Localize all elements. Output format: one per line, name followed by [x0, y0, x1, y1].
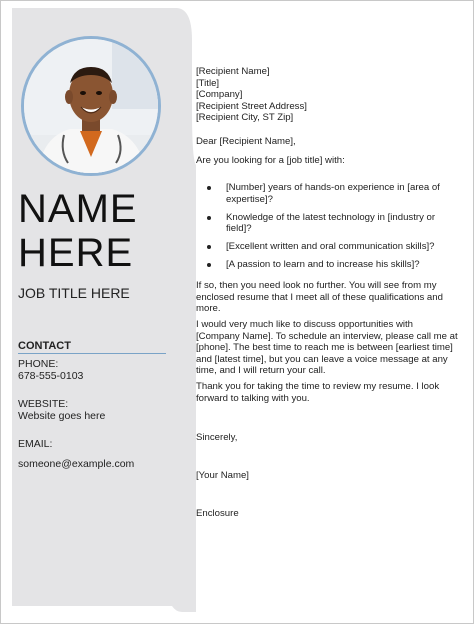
- profile-photo: [21, 36, 161, 176]
- phone-label: PHONE:: [18, 358, 59, 370]
- list-item: [196, 241, 458, 253]
- list-item: [196, 259, 458, 271]
- bullet-text: [A passion to learn and to increase his skills]?: [226, 259, 420, 270]
- bullet-text: [Excellent written and oral communication skills]?: [226, 241, 435, 252]
- recipient-line: [Title]: [196, 77, 220, 89]
- bullet-dot: [207, 216, 211, 220]
- name-line-1: NAME: [18, 187, 138, 231]
- website-value: Website goes here: [18, 410, 106, 422]
- bullet-text: Knowledge of the latest technology in [industry or field]?: [226, 211, 436, 234]
- recipient-line: [Recipient Street Address]: [196, 100, 307, 112]
- list-item: [196, 212, 458, 235]
- bullet-dot: [207, 263, 211, 267]
- paragraph-2: I would very much like to discuss opportunities with [Company Name]. To schedule an interview, please call me at [phone]. The best time to reach me is between [earliest time] and [latest time], but you can leave a voice message at any time, and I will return your call.: [196, 319, 458, 376]
- recipient-line: [Recipient Name]: [196, 66, 270, 77]
- contact-heading: CONTACT: [18, 340, 71, 352]
- paragraph-1: If so, then you need look no further. You will see from my enclosed resume that I meet all of these qualifications and more.: [196, 280, 443, 314]
- name-line-2: HERE: [18, 231, 134, 275]
- bullet-dot: [207, 245, 211, 249]
- salutation: Dear [Recipient Name],: [196, 136, 296, 147]
- list-item: [196, 182, 458, 205]
- bullet-list: [196, 182, 458, 277]
- bullet-dot: [207, 186, 211, 190]
- closing: Sincerely,: [196, 432, 238, 443]
- recipient-block: [196, 66, 458, 124]
- contact-divider: [18, 353, 166, 354]
- phone-value: 678-555-0103: [18, 370, 84, 382]
- email-value: someone@example.com: [18, 458, 135, 470]
- recipient-line: [Company]: [196, 89, 243, 100]
- signature: [Your Name]: [196, 470, 249, 481]
- job-title: JOB TITLE HERE: [18, 285, 130, 301]
- email-label: EMAIL:: [18, 438, 53, 450]
- paragraph-3: Thank you for taking the time to review my resume. I look forward to talking with you.: [196, 381, 440, 404]
- intro-line: Are you looking for a [job title] with:: [196, 155, 345, 166]
- recipient-line: [Recipient City, ST Zip]: [196, 112, 294, 123]
- enclosure: Enclosure: [196, 508, 239, 519]
- bullet-text: [Number] years of hands-on experience in [area of expertise]?: [226, 182, 440, 205]
- website-label: WEBSITE:: [18, 398, 69, 410]
